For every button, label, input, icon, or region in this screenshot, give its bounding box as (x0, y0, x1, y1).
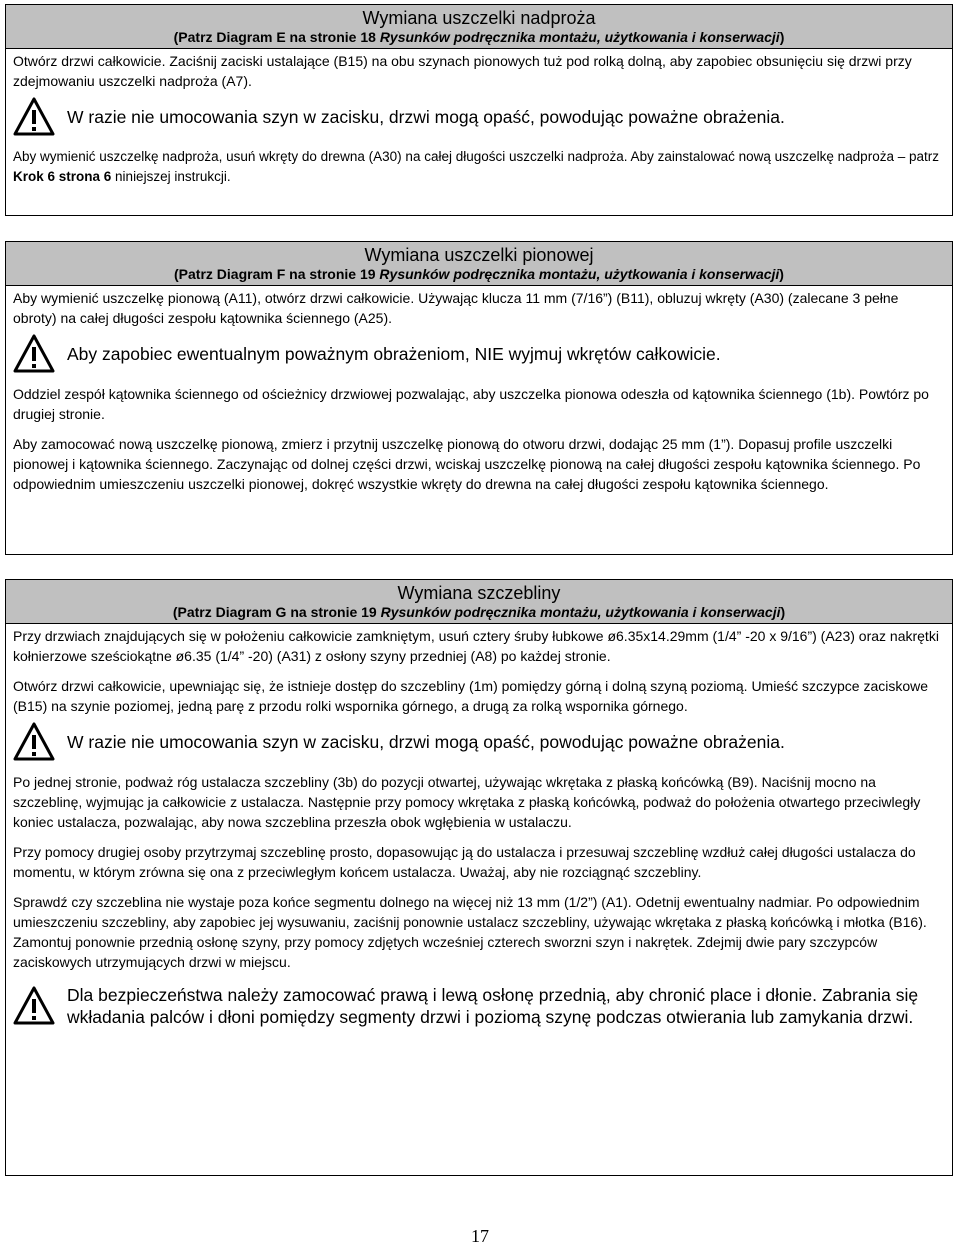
warning-text: W razie nie umocowania szyn w zacisku, drzwi mogą opaść, powodując poważne obrażenia. (67, 732, 785, 752)
section-vertical-seal (5, 241, 953, 555)
section-header (6, 5, 952, 49)
warning-block (13, 334, 945, 374)
warning-triangle-icon (13, 334, 55, 374)
section-lintel-seal (5, 4, 953, 216)
paragraph: Po jednej stronie, podważ róg ustalacza szczebliny (3b) do pozycji otwartej, używając wkrętaka z płaską końcówką (B9). Naciśnij mocno na szczeblinę, wyjmując ja całkowicie z ustalacza. Następnie przy pomocy wkrętaka z płaską końcówką, podważ do położenia otwartego przeciwległy koniec ustalacza, pozwalając, aby nowa szczeblina przeszła obok wgłębienia w ustalaczu. (13, 774, 921, 830)
paragraph: Sprawdź czy szczeblina nie wystaje poza końce segmentu dolnego na więcej niż 13 mm (1/2”) (A1). Odetnij ewentualny nadmiar. Po odpowiednim umieszczeniu szczebliny, aby zapobiec jej wysuwaniu, zaciśnij ponownie ustalacz szczebliny, używając wkrętaka z płaską końcówką i młotka (B16). Zamontuj ponownie przednią osłonę szyny, przy pomocy zdjętych wcześniej czterech sworzni szyn i nakrętek. Zdejmij dwie pary szczypców zaciskowych utrzymujących drzwi w miejscu. (13, 894, 927, 970)
paragraph: Oddziel zespół kątownika ściennego od ościeżnicy drzwiowej pozwalając, aby uszczelka pionowa odeszła od kątownika ściennego (1b). Powtórz po drugiej stronie. (13, 386, 929, 422)
paragraph: Aby zamocować nową uszczelkę pionową, zmierz i przytnij uszczelkę pionową do otworu drzwi, dodając 25 mm (1”). Dopasuj profile uszczelki pionowej i kątownika ściennego. Zaczynając od dolnej części drzwi, wciskaj uszczelkę pionową na całej długości zespołu kątownika ściennego. Po odpowiednim umieszczeniu uszczelki pionowej, dokręć wszystkie wkręty do drewna na całej długości zespołu kątownika ściennego. (13, 436, 921, 492)
warning-triangle-icon (13, 97, 55, 137)
section-title: Wymiana uszczelki nadproża (362, 8, 596, 28)
section-weatherstrip (5, 579, 953, 1176)
paragraph: Aby wymienić uszczelkę nadproża, usuń wkręty do drewna (A30) na całej długości uszczelki nadproża. Aby zainstalować nową uszczelkę nadproża – patrz Krok 6 strona 6 niniejszej instrukcji. (13, 149, 939, 184)
paragraph: Przy pomocy drugiej osoby przytrzymaj szczeblinę prosto, dopasowując ją do ustalacza i przesuwaj szczeblinę wzdłuż całej długości ustalacza do momentu, w którym zrówna się ona z przeciwległym końcem ustalacza. Uważaj, aby nie rozciągnąć szczebliny. (13, 844, 916, 880)
section-title: Wymiana uszczelki pionowej (364, 245, 594, 265)
paragraph: Otwórz drzwi całkowicie. Zaciśnij zaciski ustalające (B15) na obu szynach pionowych tuż pod rolką dolną, aby zapobiec obsunięciu się drzwi przy zdejmowaniu uszczelki nadproża (A7). (13, 53, 912, 89)
warning-triangle-icon (13, 986, 55, 1026)
section-subtitle: (Patrz Diagram F na stronie 19 Rysunków podręcznika montażu, użytkowania i konserwacji) (174, 266, 784, 282)
paragraph: Aby wymienić uszczelkę pionową (A11), otwórz drzwi całkowicie. Używając klucza 11 mm (7/16”) (B11), obluzuj wkręty (A30) (zalecane 3 pełne obroty) na całej długości zespołu kątownika ściennego (A25). (13, 290, 899, 326)
warning-triangle-icon (13, 722, 55, 762)
warning-text: W razie nie umocowania szyn w zacisku, drzwi mogą opaść, powodując poważne obrażenia. (67, 107, 785, 127)
warning-block (13, 722, 945, 762)
warning-block (13, 984, 945, 1028)
section-subtitle: (Patrz Diagram G na stronie 19 Rysunków podręcznika montażu, użytkowania i konserwacji) (172, 604, 786, 620)
warning-text: Dla bezpieczeństwa należy zamocować prawą i lewą osłonę przednią, aby chronić place i dłonie. Zabrania się wkładania palców i dłoni pomiędzy segmenty drzwi i poziomą szynę podczas otwierania lub zamykania drzwi. (67, 985, 919, 1027)
section-subtitle: (Patrz Diagram E na stronie 18 Rysunków podręcznika montażu, użytkowania i konserwacji) (173, 29, 785, 45)
warning-block (13, 97, 945, 137)
paragraph: Przy drzwiach znajdujących się w położeniu całkowicie zamkniętym, usuń cztery śruby łubkowe ø6.35x14.29mm (1/4” -20 x 9/16”) (A23) oraz nakrętki kołnierzowe sześciokątne ø6.35 (1/4” -20) (A31) z osłony szyny przedniej (A8) po każdej stronie. (13, 628, 939, 664)
section-title: Wymiana szczebliny (397, 583, 561, 603)
section-header (6, 242, 952, 286)
page-number: 17 (471, 1226, 489, 1246)
paragraph: Otwórz drzwi całkowicie, upewniając się, że istnieje dostęp do szczebliny (1m) pomiędzy górną i dolną szyną poziomą. Umieść szczypce zaciskowe (B15) na szynie poziomej, jedną parę z przodu rolki wspornika górnego, a drugą za rolką wspornika górnego. (13, 678, 929, 714)
section-header (6, 580, 952, 624)
warning-text: Aby zapobiec ewentualnym poważnym obrażeniom, NIE wyjmuj wkrętów całkowicie. (67, 344, 721, 364)
